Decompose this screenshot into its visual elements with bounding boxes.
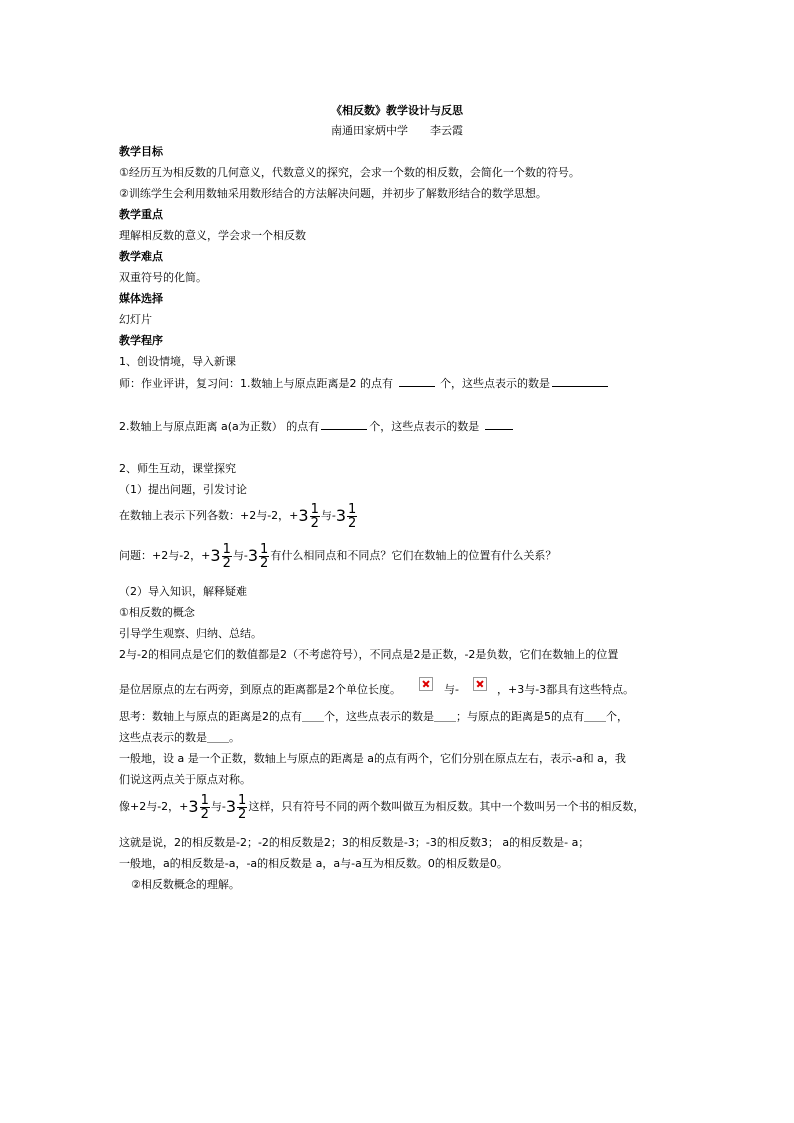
mixed-whole-1: 3 xyxy=(298,506,309,525)
fraction-numerator: 1 xyxy=(238,792,247,808)
fraction-4 xyxy=(259,543,269,570)
fraction-denominator: 2 xyxy=(260,555,269,571)
fraction-numerator: 1 xyxy=(200,792,209,808)
that-is-line: 这就是说，2的相反数是-2；-2的相反数是2；3的相反数是-3；-3的相反数3； a的相反数是- a； xyxy=(119,836,590,849)
fraction-2 xyxy=(347,503,357,530)
fraction-3 xyxy=(222,543,232,570)
document-title: 《相反数》教学设计与反思 xyxy=(331,104,463,117)
fraction-denominator: 2 xyxy=(310,515,319,531)
mixed-whole-4: 3 xyxy=(247,546,259,565)
fraction-numerator: 1 xyxy=(310,501,319,517)
step2-1: （1）提出问题，引发讨论 xyxy=(119,483,247,496)
goal-2: ②训练学生会利用数轴采用数形结合的方法解决问题，并初步了解数形结合的数学思想。 xyxy=(119,187,547,200)
step2-title: 2、师生互动，课堂探究 xyxy=(119,462,236,475)
step2-2: （2）导入知识，解释疑难 xyxy=(119,585,247,598)
media-text: 幻灯片 xyxy=(119,313,152,326)
fraction-numerator: 1 xyxy=(260,541,269,557)
concept-1-title: ①相反数的概念 xyxy=(119,606,195,619)
fraction-numerator: 1 xyxy=(222,541,231,557)
q1-prefix: 师：作业评讲，复习问：1.数轴上与原点距离是2 的点有 xyxy=(119,377,393,390)
fraction-6 xyxy=(237,794,247,821)
key-text: 理解相反数的意义，学会求一个相反数 xyxy=(119,229,306,242)
general-line-3: 一般地，a的相反数是-a，-a的相反数是 a，a与-a互为相反数。0的相反数是0。 xyxy=(119,857,508,870)
fraction-numerator: 1 xyxy=(348,501,357,517)
broken-image-icon xyxy=(473,677,487,691)
q1-mid: 个，这些点表示的数是 xyxy=(440,377,550,390)
observation-line-1: 2与-2的相同点是它们的数值都是2（不考虑符号），不同点是2是正数，-2是负数，它们在数轴上的位置 xyxy=(119,648,619,661)
goals-heading: 教学目标 xyxy=(119,145,163,158)
task-and: 与- xyxy=(320,509,336,522)
task-prefix: 在数轴上表示下列各数：+2与-2，+ xyxy=(119,509,299,522)
fraction-denominator: 2 xyxy=(348,515,357,531)
q2-blank-numbers xyxy=(485,419,513,430)
fraction-denominator: 2 xyxy=(200,806,209,822)
goal-1: ①经历互为相反数的几何意义，代数意义的探究，会求一个数的相反数，会简化一个数的符号。 xyxy=(119,166,580,179)
difficulty-heading: 教学难点 xyxy=(119,250,163,263)
obs2-prefix: 是位居原点的左右两旁，到原点的距离都是2个单位长度。 xyxy=(119,683,401,696)
fraction-5 xyxy=(200,794,210,821)
fraction-denominator: 2 xyxy=(222,555,231,571)
like-and: 与- xyxy=(210,800,226,813)
think-line-2: 这些点表示的数是＿＿。 xyxy=(119,731,240,744)
key-heading: 教学重点 xyxy=(119,208,163,221)
like-suffix: 这样，只有符号不同的两个数叫做互为相反数。其中一个数叫另一个书的相反数， xyxy=(248,800,645,813)
think-line-1: 思考：数轴上与原点的距离是2的点有＿＿个，这些点表示的数是＿＿；与原点的距离是5的点有＿＿个， xyxy=(119,710,628,723)
q2-prefix: 2.数轴上与原点距离 a(a为正数） 的点有 xyxy=(119,420,320,433)
concept-2-title: ②相反数概念的理解。 xyxy=(131,878,240,891)
review-question-2 xyxy=(119,419,515,434)
q1-blank-count xyxy=(399,376,435,387)
step1-title: 1、创设情境，导入新课 xyxy=(119,355,236,368)
document-author: 南通田家炳中学 李云霞 xyxy=(331,124,463,137)
general-line-2: 们说这两点关于原点对称。 xyxy=(119,773,251,786)
fraction-denominator: 2 xyxy=(238,806,247,822)
media-heading: 媒体选择 xyxy=(119,292,163,305)
mixed-whole-3: 3 xyxy=(210,546,221,565)
mixed-whole-2: 3 xyxy=(335,506,347,525)
broken-image-icon xyxy=(419,677,433,691)
question-prefix: 问题：+2与-2，+ xyxy=(119,549,211,562)
observation-line-2 xyxy=(119,676,634,704)
difficulty-text: 双重符号的化简。 xyxy=(119,271,207,284)
q2-mid: 个，这些点表示的数是 xyxy=(369,420,480,433)
like-line xyxy=(119,793,644,821)
like-prefix: 像+2与-2，+ xyxy=(119,800,189,813)
question-line xyxy=(119,542,556,570)
review-question-1 xyxy=(119,376,610,391)
q2-blank-count xyxy=(321,419,367,430)
general-line-1: 一般地，设 a 是一个正数，数轴上与原点的距离是 a的点有两个，它们分别在原点左右，表示-a和 a，我 xyxy=(119,752,626,765)
obs2-with: 与- xyxy=(444,683,459,696)
mixed-whole-5: 3 xyxy=(188,797,199,816)
procedure-heading: 教学程序 xyxy=(119,334,163,347)
obs2-suffix: ，+3与-3都具有这些特点。 xyxy=(496,683,635,696)
task-line xyxy=(119,502,358,530)
guide-text: 引导学生观察、归纳、总结。 xyxy=(119,627,262,640)
fraction-1 xyxy=(310,503,320,530)
mixed-whole-6: 3 xyxy=(225,797,237,816)
q1-blank-numbers xyxy=(552,376,608,387)
question-and: 与- xyxy=(232,549,248,562)
question-suffix: 有什么相同点和不同点？它们在数轴上的位置有什么关系？ xyxy=(270,549,557,562)
